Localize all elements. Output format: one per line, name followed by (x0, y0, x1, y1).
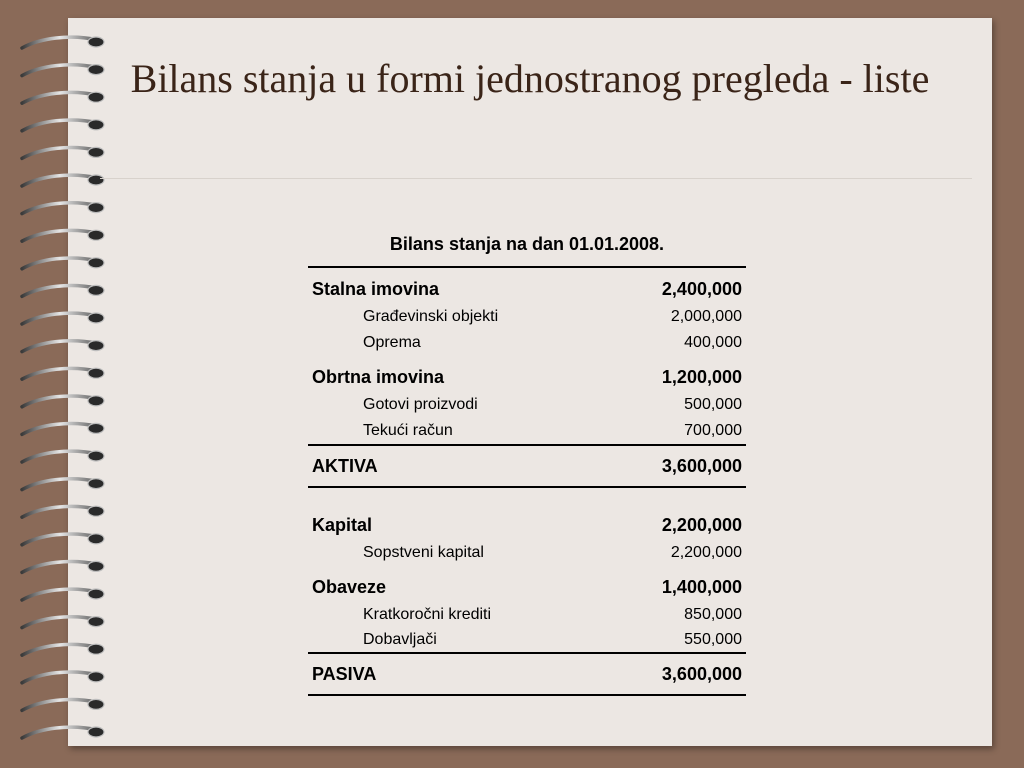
row-gradjevinski-objekti (308, 304, 746, 330)
row-stalna-imovina (308, 274, 746, 304)
value: 2,400,000 (661, 278, 742, 299)
label: Obaveze (312, 576, 387, 597)
label: PASIVA (312, 663, 377, 684)
label: Sopstveni kapital (363, 544, 484, 561)
slide-title: Bilans stanja u formi jednostranog pregleda - liste (130, 56, 930, 101)
row-kapital (308, 510, 746, 540)
row-kratkorocni-krediti (308, 602, 746, 628)
value: 1,400,000 (661, 576, 742, 597)
label: Kratkoročni krediti (363, 606, 492, 623)
value: 500,000 (684, 396, 742, 413)
title-divider (100, 178, 972, 179)
row-oprema (308, 330, 746, 356)
value: 2,000,000 (670, 308, 742, 325)
value: 3,600,000 (661, 663, 742, 684)
label: Gotovi proizvodi (363, 396, 478, 413)
row-obaveze (308, 572, 746, 602)
label: Obrtna imovina (312, 366, 445, 387)
label: Stalna imovina (312, 278, 440, 299)
label: AKTIVA (312, 455, 378, 476)
label: Tekući račun (363, 422, 453, 439)
row-dobavljaci (308, 628, 746, 652)
label: Dobavljači (363, 631, 437, 648)
value: 400,000 (684, 334, 742, 351)
label: Građevinski objekti (363, 308, 499, 325)
row-sopstveni-kapital (308, 540, 746, 566)
value: 1,200,000 (661, 366, 742, 387)
value: 3,600,000 (661, 455, 742, 476)
row-pasiva (308, 654, 746, 694)
row-gotovi-proizvodi (308, 392, 746, 418)
table-caption: Bilans stanja na dan 01.01.2008. (389, 234, 665, 254)
value: 850,000 (684, 606, 742, 623)
value: 700,000 (684, 422, 742, 439)
value: 550,000 (684, 631, 742, 648)
label: Oprema (363, 334, 421, 351)
rule-after-aktiva (308, 486, 746, 488)
row-tekuci-racun (308, 418, 746, 444)
rule-after-pasiva (308, 694, 746, 696)
value: 2,200,000 (661, 514, 742, 535)
value: 2,200,000 (670, 544, 742, 561)
row-aktiva (308, 446, 746, 486)
label: Kapital (312, 514, 373, 535)
balance-sheet-table (308, 230, 746, 696)
rule-top (308, 266, 746, 268)
row-obrtna-imovina (308, 362, 746, 392)
